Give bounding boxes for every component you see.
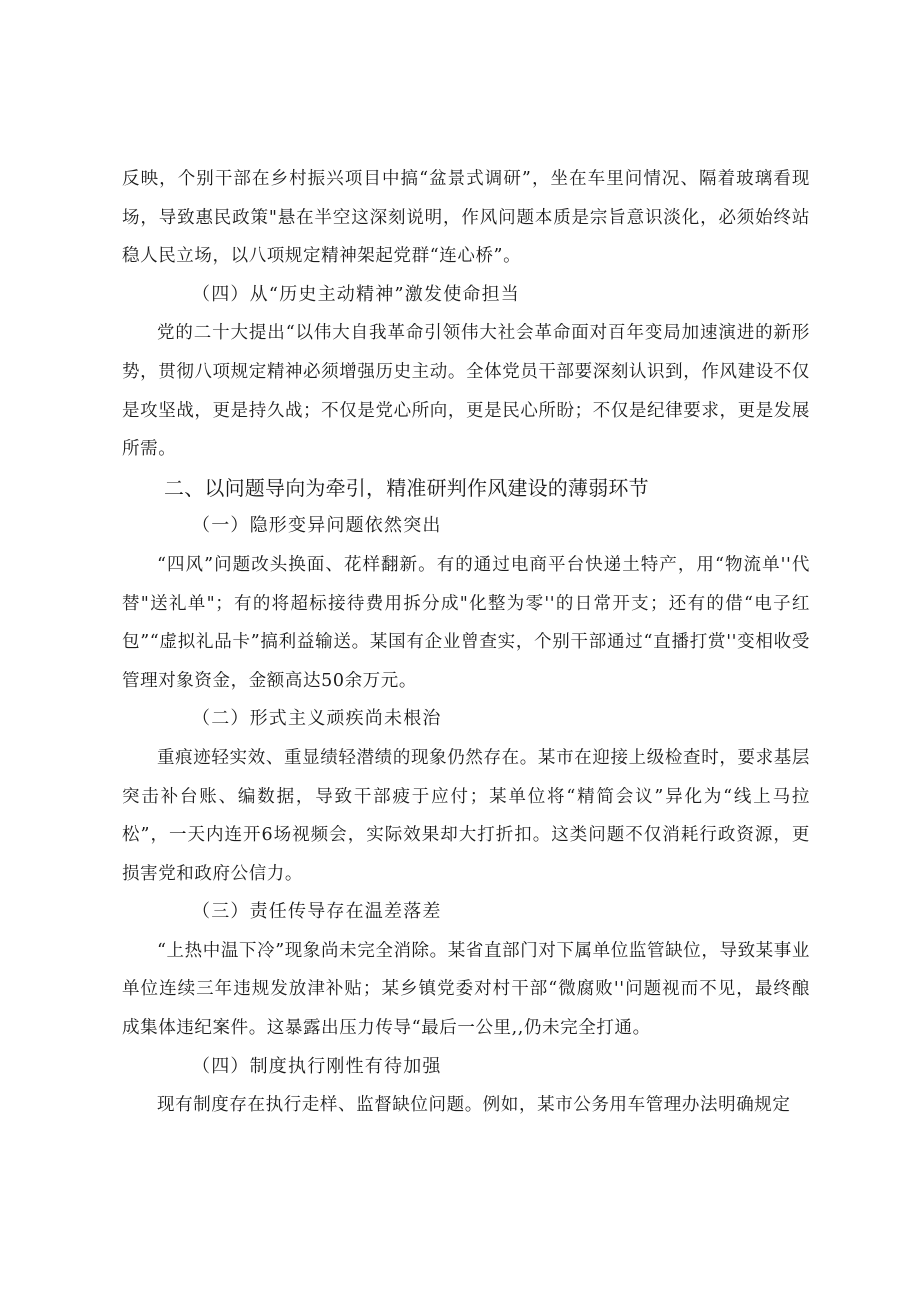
paragraph-institution-rigidity: 现有制度存在执行走样、监督缺位问题。例如，某市公务用车管理办法明确规定	[157, 1095, 791, 1116]
paragraph-formalism: 重痕迹轻实效、重显绩轻潜绩的现象仍然存在。某市在迎接上级检查时，要求基层突击补台账、编数据，导致干部疲于应付；某单位将“精简会议”异化为“线上马拉松”，一天内连开6场视频会，实际效果却大打折扣。这类问题不仅消耗行政资源，更损害党和政府公信力。	[122, 747, 810, 884]
subheading-institution-rigidity: （四）制度执行刚性有待加强	[192, 1055, 442, 1077]
subheading-historical-initiative: （四）从“历史主动精神”激发使命担当	[192, 283, 521, 305]
subheading-formalism: （二）形式主义顽疾尚未根治	[192, 708, 442, 730]
paragraph-hidden-variants: “四风”问题改头换面、花样翻新。有的通过电商平台快递土特产，用“物流单''代替"送礼单"；有的将超标接待费用拆分成"化整为零''的日常开支；还有的借“电子红包”“虚拟礼品卡”搞利益输送。某国有企业曾查实，个别干部通过“直播打赏''变相收受管理对象资金，金额高达50余万元。	[122, 554, 810, 691]
paragraph-historical-initiative: 党的二十大提出“以伟大自我革命引领伟大社会革命面对百年变局加速演进的新形势，贯彻八项规定精神必须增强历史主动。全体党员干部要深刻认识到，作风建设不仅是攻坚战，更是持久战；不仅是党心所向，更是民心所盼；不仅是纪律要求，更是发展所需。	[122, 323, 810, 460]
subheading-hidden-variants: （一）隐形变异问题依然突出	[192, 515, 442, 537]
document-body	[122, 160, 810, 1125]
paragraph-responsibility: “上热中温下冷”现象尚未完全消除。某省直部门对下属单位监管缺位，导致某事业单位连续三年违规发放津补贴；某乡镇党委对村干部“微腐败''问题视而不见，最终酿成集体违纪案件。这暴露出压力传导“最后一公里,,仍未完全打通。	[122, 940, 810, 1039]
paragraph-continuation: 反映，个别干部在乡村振兴项目中搞“盆景式调研”，坐在车里问情况、隔着玻璃看现场，导致惠民政策"悬在半空这深刻说明，作风问题本质是宗旨意识淡化，必须始终站稳人民立场，以八项规定精神架起党群“连心桥”。	[122, 169, 810, 267]
section-heading-weak-links: 二、以问题导向为牵引，精准研判作风建设的薄弱环节	[164, 475, 649, 500]
subheading-responsibility: （三）责任传导存在温差落差	[192, 901, 442, 923]
